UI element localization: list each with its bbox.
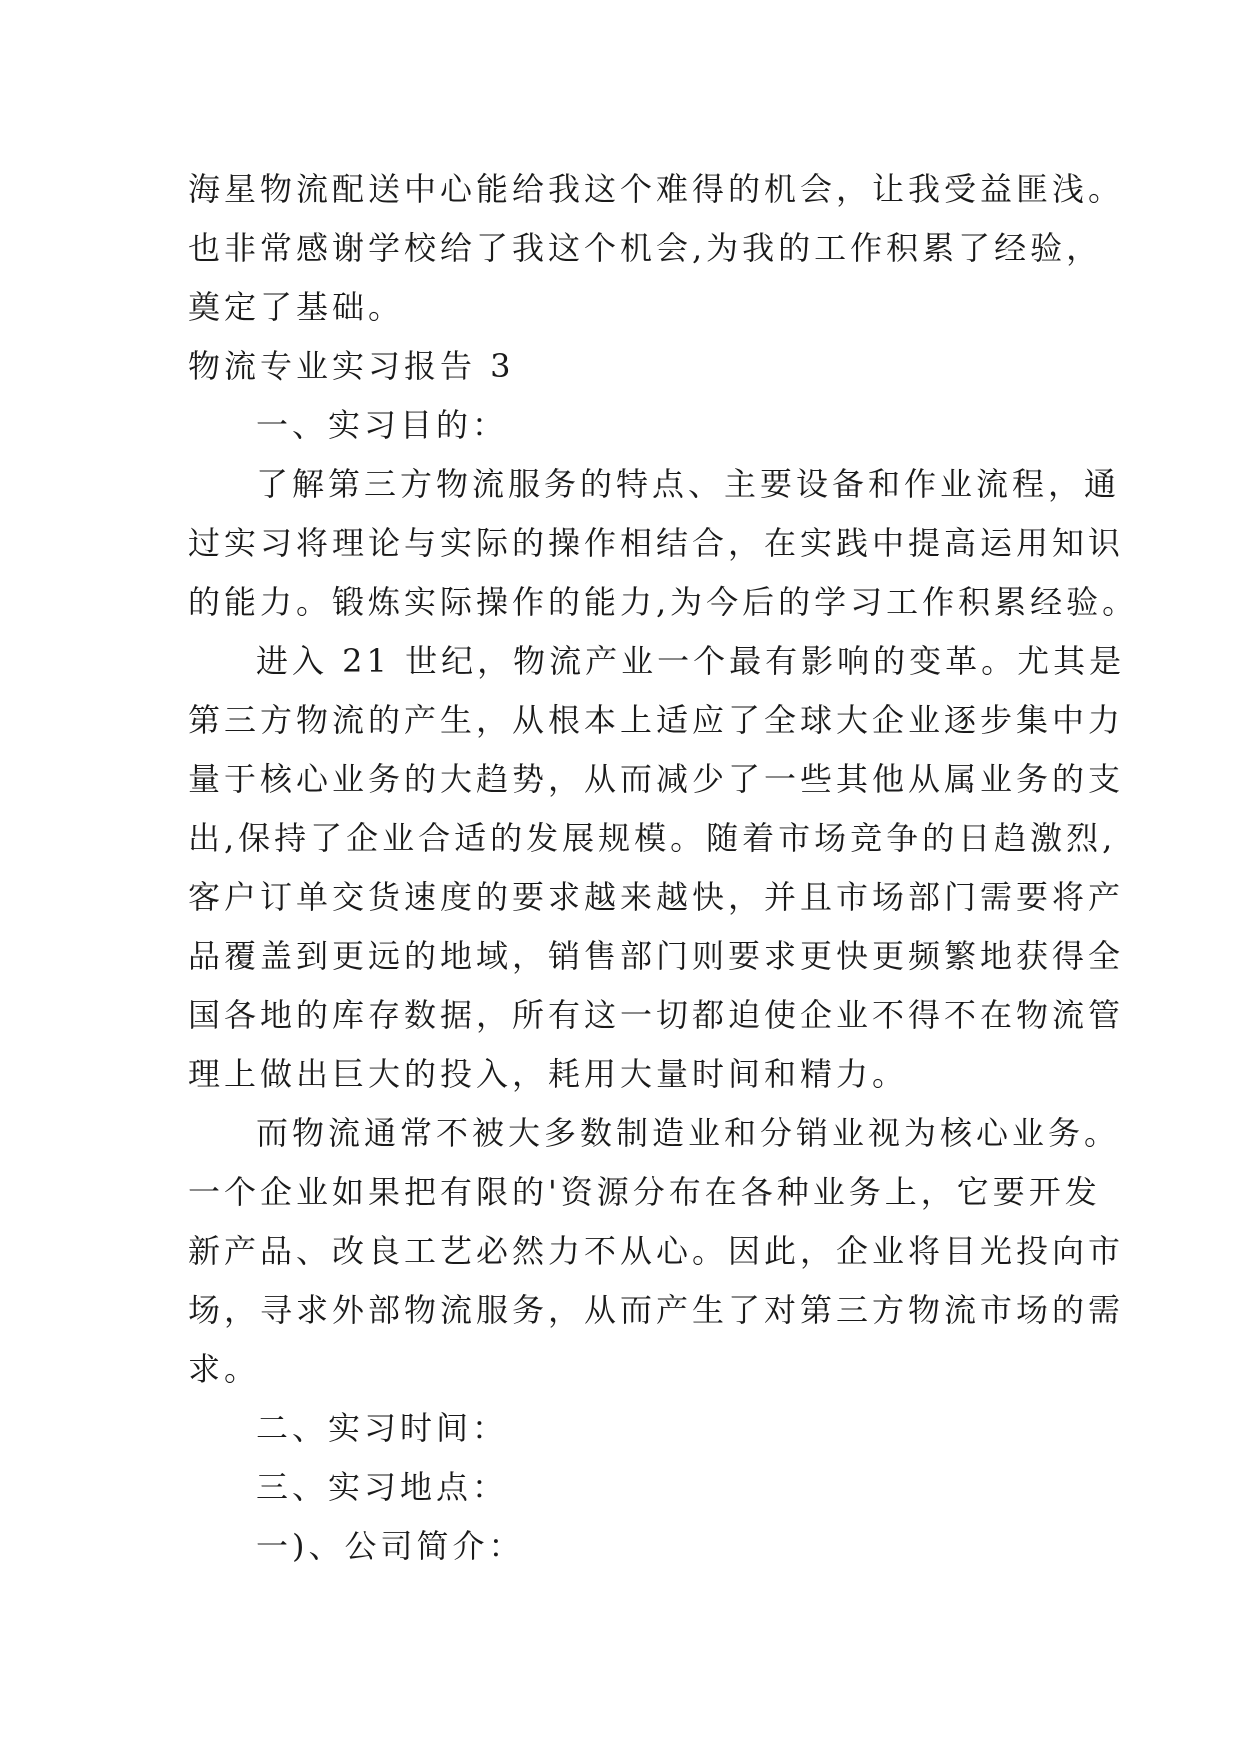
report-title: 物流专业实习报告 3 [188, 347, 515, 385]
paragraph-line: 进入 21 世纪，物流产业一个最有影响的变革。尤其是 [256, 642, 1126, 680]
paragraph-line: 求。 [188, 1350, 261, 1388]
paragraph-line: 过实习将理论与实际的操作相结合，在实践中提高运用知识 [188, 524, 1125, 562]
paragraph-line: 海星物流配送中心能给我这个难得的机会，让我受益匪浅。 [188, 170, 1125, 208]
paragraph-line: 品覆盖到更远的地域，销售部门则要求更快更频繁地获得全 [188, 937, 1125, 975]
paragraph-line: 量于核心业务的大趋势，从而减少了一些其他从属业务的支 [188, 760, 1125, 798]
paragraph-line: 新产品、改良工艺必然力不从心。因此，企业将目光投向市 [188, 1232, 1125, 1270]
section-heading-company-intro: 一)、公司简介： [256, 1527, 525, 1565]
paragraph-line: 客户订单交货速度的要求越来越快，并且市场部门需要将产 [188, 878, 1125, 916]
paragraph-line: 场，寻求外部物流服务，从而产生了对第三方物流市场的需 [188, 1291, 1125, 1329]
paragraph-line: 出,保持了企业合适的发展规模。随着市场竞争的日趋激烈, [188, 819, 1117, 857]
paragraph-line: 的能力。锻炼实际操作的能力,为今后的学习工作积累经验。 [188, 583, 1139, 621]
paragraph-line: 也非常感谢学校给了我这个机会,为我的工作积累了经验， [188, 229, 1103, 267]
section-heading-location: 三、实习地点： [256, 1468, 509, 1506]
paragraph-line: 了解第三方物流服务的特点、主要设备和作业流程，通 [256, 465, 1121, 503]
paragraph-line: 理上做出巨大的投入，耗用大量时间和精力。 [188, 1055, 909, 1093]
paragraph-line: 而物流通常不被大多数制造业和分销业视为核心业务。 [256, 1114, 1121, 1152]
section-heading-purpose: 一、实习目的： [256, 406, 509, 444]
paragraph-line: 奠定了基础。 [188, 288, 405, 326]
document-body [188, 160, 1139, 1576]
paragraph-line: 国各地的库存数据，所有这一切都迫使企业不得不在物流管 [188, 996, 1125, 1034]
paragraph-line: 第三方物流的产生，从根本上适应了全球大企业逐步集中力 [188, 701, 1125, 739]
section-heading-time: 二、实习时间： [256, 1409, 509, 1447]
paragraph-line: 一个企业如果把有限的'资源分布在各种业务上，它要开发 [188, 1173, 1101, 1211]
